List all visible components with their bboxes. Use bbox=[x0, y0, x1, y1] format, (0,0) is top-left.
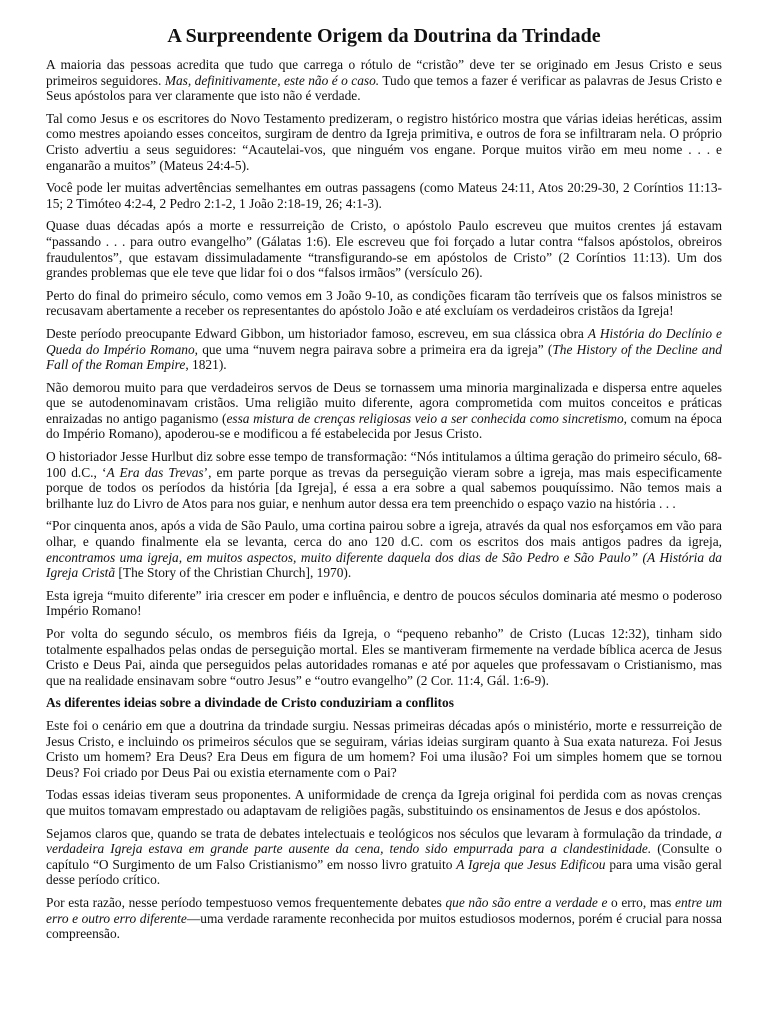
paragraph-14 bbox=[46, 826, 722, 888]
text: , 1821). bbox=[185, 357, 227, 373]
paragraph-13: Todas essas ideias tiveram seus proponentes. A uniformidade de crença da Igreja original foi perdida com as novas crenças que muitos tomavam emprestado ou adaptavam de religiões pagãs, substituindo os ensinamentos de Jesus e dos apóstolos. bbox=[46, 787, 722, 818]
paragraph-2: Tal como Jesus e os escritores do Novo Testamento predizeram, o registro histórico mostra que várias ideias heréticas, assim como mestres apoiando esses conceitos, surgiram de dentro da Igreja primitiva, e outros de fora se infiltraram nela. O próprio Cristo advertiu a seus seguidores: “Acautelai-vos, que ninguém vos engane. Porque muitos virão em meu nome . . . e enganarão a muitos” (Mateus 24:4-5). bbox=[46, 110, 722, 173]
emphasis: a verdadeira Igreja estava em grande parte ausente da cena, tendo sido empurrada para a clandestinidade. bbox=[46, 825, 722, 857]
section-heading: As diferentes ideias sobre a divindade de Cristo conduziriam a conflitos bbox=[46, 695, 454, 711]
document-page bbox=[46, 0, 722, 942]
text: A maioria das pessoas acredita que tudo que carrega o rótulo de “cristão” deve ter se originado em Jesus Cristo e seus primeiros seguidores. bbox=[46, 57, 722, 88]
page-title: A Surpreendente Origem da Doutrina da Trindade bbox=[167, 25, 601, 47]
text: (Consulte o capítulo “O Surgimento de um Falso Cristianismo” em nosso livro gratuito bbox=[46, 841, 722, 872]
text: o erro, mas bbox=[607, 894, 676, 910]
book-title: A Igreja que Jesus Edificou bbox=[456, 856, 606, 872]
emphasis: que não são entre a verdade e bbox=[445, 894, 608, 910]
text: [The Story of the Christian Church], 1970). bbox=[115, 565, 352, 581]
paragraph-10: Esta igreja “muito diferente” iria crescer em poder e influência, e dentro de poucos séculos dominaria até mesmo o poderoso Império Romano! bbox=[46, 587, 722, 619]
text: Por esta razão, nesse período tempestuoso vemos frequentemente debates bbox=[46, 894, 446, 910]
book-title-english: The History of the Decline and Fall of the Roman Empire bbox=[46, 341, 722, 373]
paragraph-9 bbox=[46, 518, 722, 580]
emphasis: encontramos uma igreja, em muitos aspectos, muito diferente daquela dos dias de São Pedro e São Paulo” (A História da Igreja Cristã bbox=[46, 549, 722, 581]
paragraph-12: Este foi o cenário em que a doutrina da trindade surgiu. Nessas primeiras décadas após o ministério, morte e ressurreição de Jesus Cristo, e incluindo os primeiros séculos que se seguiram, várias ideias surgiram quanto à Sua exata natureza. Foi Jesus Cristo um homem? Era Deus? Era Deus em figura de um homem? Foi uma ilusão? Foi um simples homem que se tornou Deus? Foi criado por Deus Pai ou existia eternamente com o Pai? bbox=[46, 717, 722, 780]
paragraph-11: Por volta do segundo século, os membros fiéis da Igreja, o “pequeno rebanho” de Cristo (Lucas 12:32), tinham sido totalmente espalhados pelas ondas de perseguição mortal. Eles se mantiveram firmemente na verdade bíblica acerca de Jesus Cristo e Deus Pai, ainda que perseguidos pelas autoridades romanas e até por aqueles que professavam o Cristianismo, mas que na realidade ensinavam sobre “outro Jesus” e “outro evangelho” (2 Cor. 11:4, Gál. 1:6-9). bbox=[46, 626, 722, 688]
text: Sejamos claros que, quando se trata de debates intelectuais e teológicos nos séculos que levaram à formulação da trindade, bbox=[46, 825, 716, 841]
paragraph-1 bbox=[46, 57, 722, 104]
text: , comum na época do Império Romano), apoderou-se e modificou a fé estabelecida por Jesus Cristo. bbox=[46, 410, 722, 442]
text: Não demorou muito para que verdadeiros servos de Deus se tornassem uma minoria marginalizada e dispersa entre aqueles que se autodenominavam cristãos. Uma religião muito diferente, agora comprometida com muitos conceitos e práticas enraizadas no antigo paganismo ( bbox=[46, 379, 722, 426]
text: ’, em parte porque as trevas da perseguição vieram sobre a igreja, mas mais especificamente porque de todos os períodos da história [da Igreja], é essa a era sobre a qual sabemos pouquíssimo. Não temos mais a brilhante luz do Livro de Atos para nos guiar, e nenhum autor dessa era tem preenchido o espaço vazio na história . . . bbox=[46, 464, 722, 511]
emphasis: A Era das Trevas bbox=[106, 464, 204, 480]
paragraph-8 bbox=[46, 449, 722, 511]
text: O historiador Jesse Hurlbut diz sobre esse tempo de transformação: “Nós intitulamos a última geração do primeiro século, 68-100 d.C., ‘ bbox=[46, 449, 722, 480]
emphasis: Mas, definitivamente, este não é o caso. bbox=[164, 72, 380, 88]
emphasis: entre um erro e outro erro diferente bbox=[46, 894, 723, 926]
book-title: A História do Declínio e Queda do Império Romano bbox=[46, 325, 722, 357]
text: —uma verdade raramente reconhecida por muitos estudiosos modernos, porém é crucial para nossa compreensão. bbox=[46, 910, 723, 942]
text: Tudo que temos a fazer é verificar as palavras de Jesus Cristo e Seus apóstolos para ver claramente que isto não é verdade. bbox=[46, 72, 722, 104]
paragraph-5: Perto do final do primeiro século, como vemos em 3 João 9-10, as condições ficaram tão terríveis que os falsos ministros se recusavam abertamente a receber os representantes do apóstolo João e até excluíam os verdadeiros cristãos da Igreja! bbox=[46, 287, 722, 319]
text: “Por cinquenta anos, após a vida de São Paulo, uma cortina pairou sobre a igreja, através da qual nos esforçamos em vão para olhar, e quando finalmente ela se levanta, cerca do ano 120 d.C. com os escritos dos mais antigos padres da igreja, bbox=[46, 518, 722, 550]
paragraph-4: Quase duas décadas após a morte e ressurreição de Cristo, o apóstolo Paulo escreveu que muitos crentes já estavam “passando . . . para outro evangelho” (Gálatas 1:6). Ele escreveu que foi forçado a lutar contra “falsos apóstolos, obreiros fraudulentos”, que estavam dissimuladamente “transfigurando-se em apóstolos de Cristo” (2 Coríntios 11:13). Um dos grandes problemas que ele teve que lidar foi o dos “falsos irmãos” (versículo 26). bbox=[46, 218, 722, 281]
paragraph-6 bbox=[46, 326, 722, 373]
paragraph-3: Você pode ler muitas advertências semelhantes em outras passagens (como Mateus 24:11, Atos 20:29-30, 2 Coríntios 11:13-15; 2 Timóteo 4:2-4, 2 Pedro 2:1-2, 1 João 2:18-19, 26; 4:1-3). bbox=[46, 180, 722, 211]
text: Deste período preocupante Edward Gibbon, um historiador famoso, escreveu, em sua clássica obra bbox=[46, 325, 588, 341]
text: , que uma “nuvem negra pairava sobre a primeira era da igreja” ( bbox=[194, 341, 553, 357]
paragraph-7 bbox=[46, 380, 722, 442]
paragraph-15 bbox=[46, 895, 722, 942]
text: para uma visão geral desse período crítico. bbox=[46, 856, 723, 888]
emphasis: essa mistura de crenças religiosas veio a ser conhecida como sincretismo bbox=[226, 410, 624, 426]
